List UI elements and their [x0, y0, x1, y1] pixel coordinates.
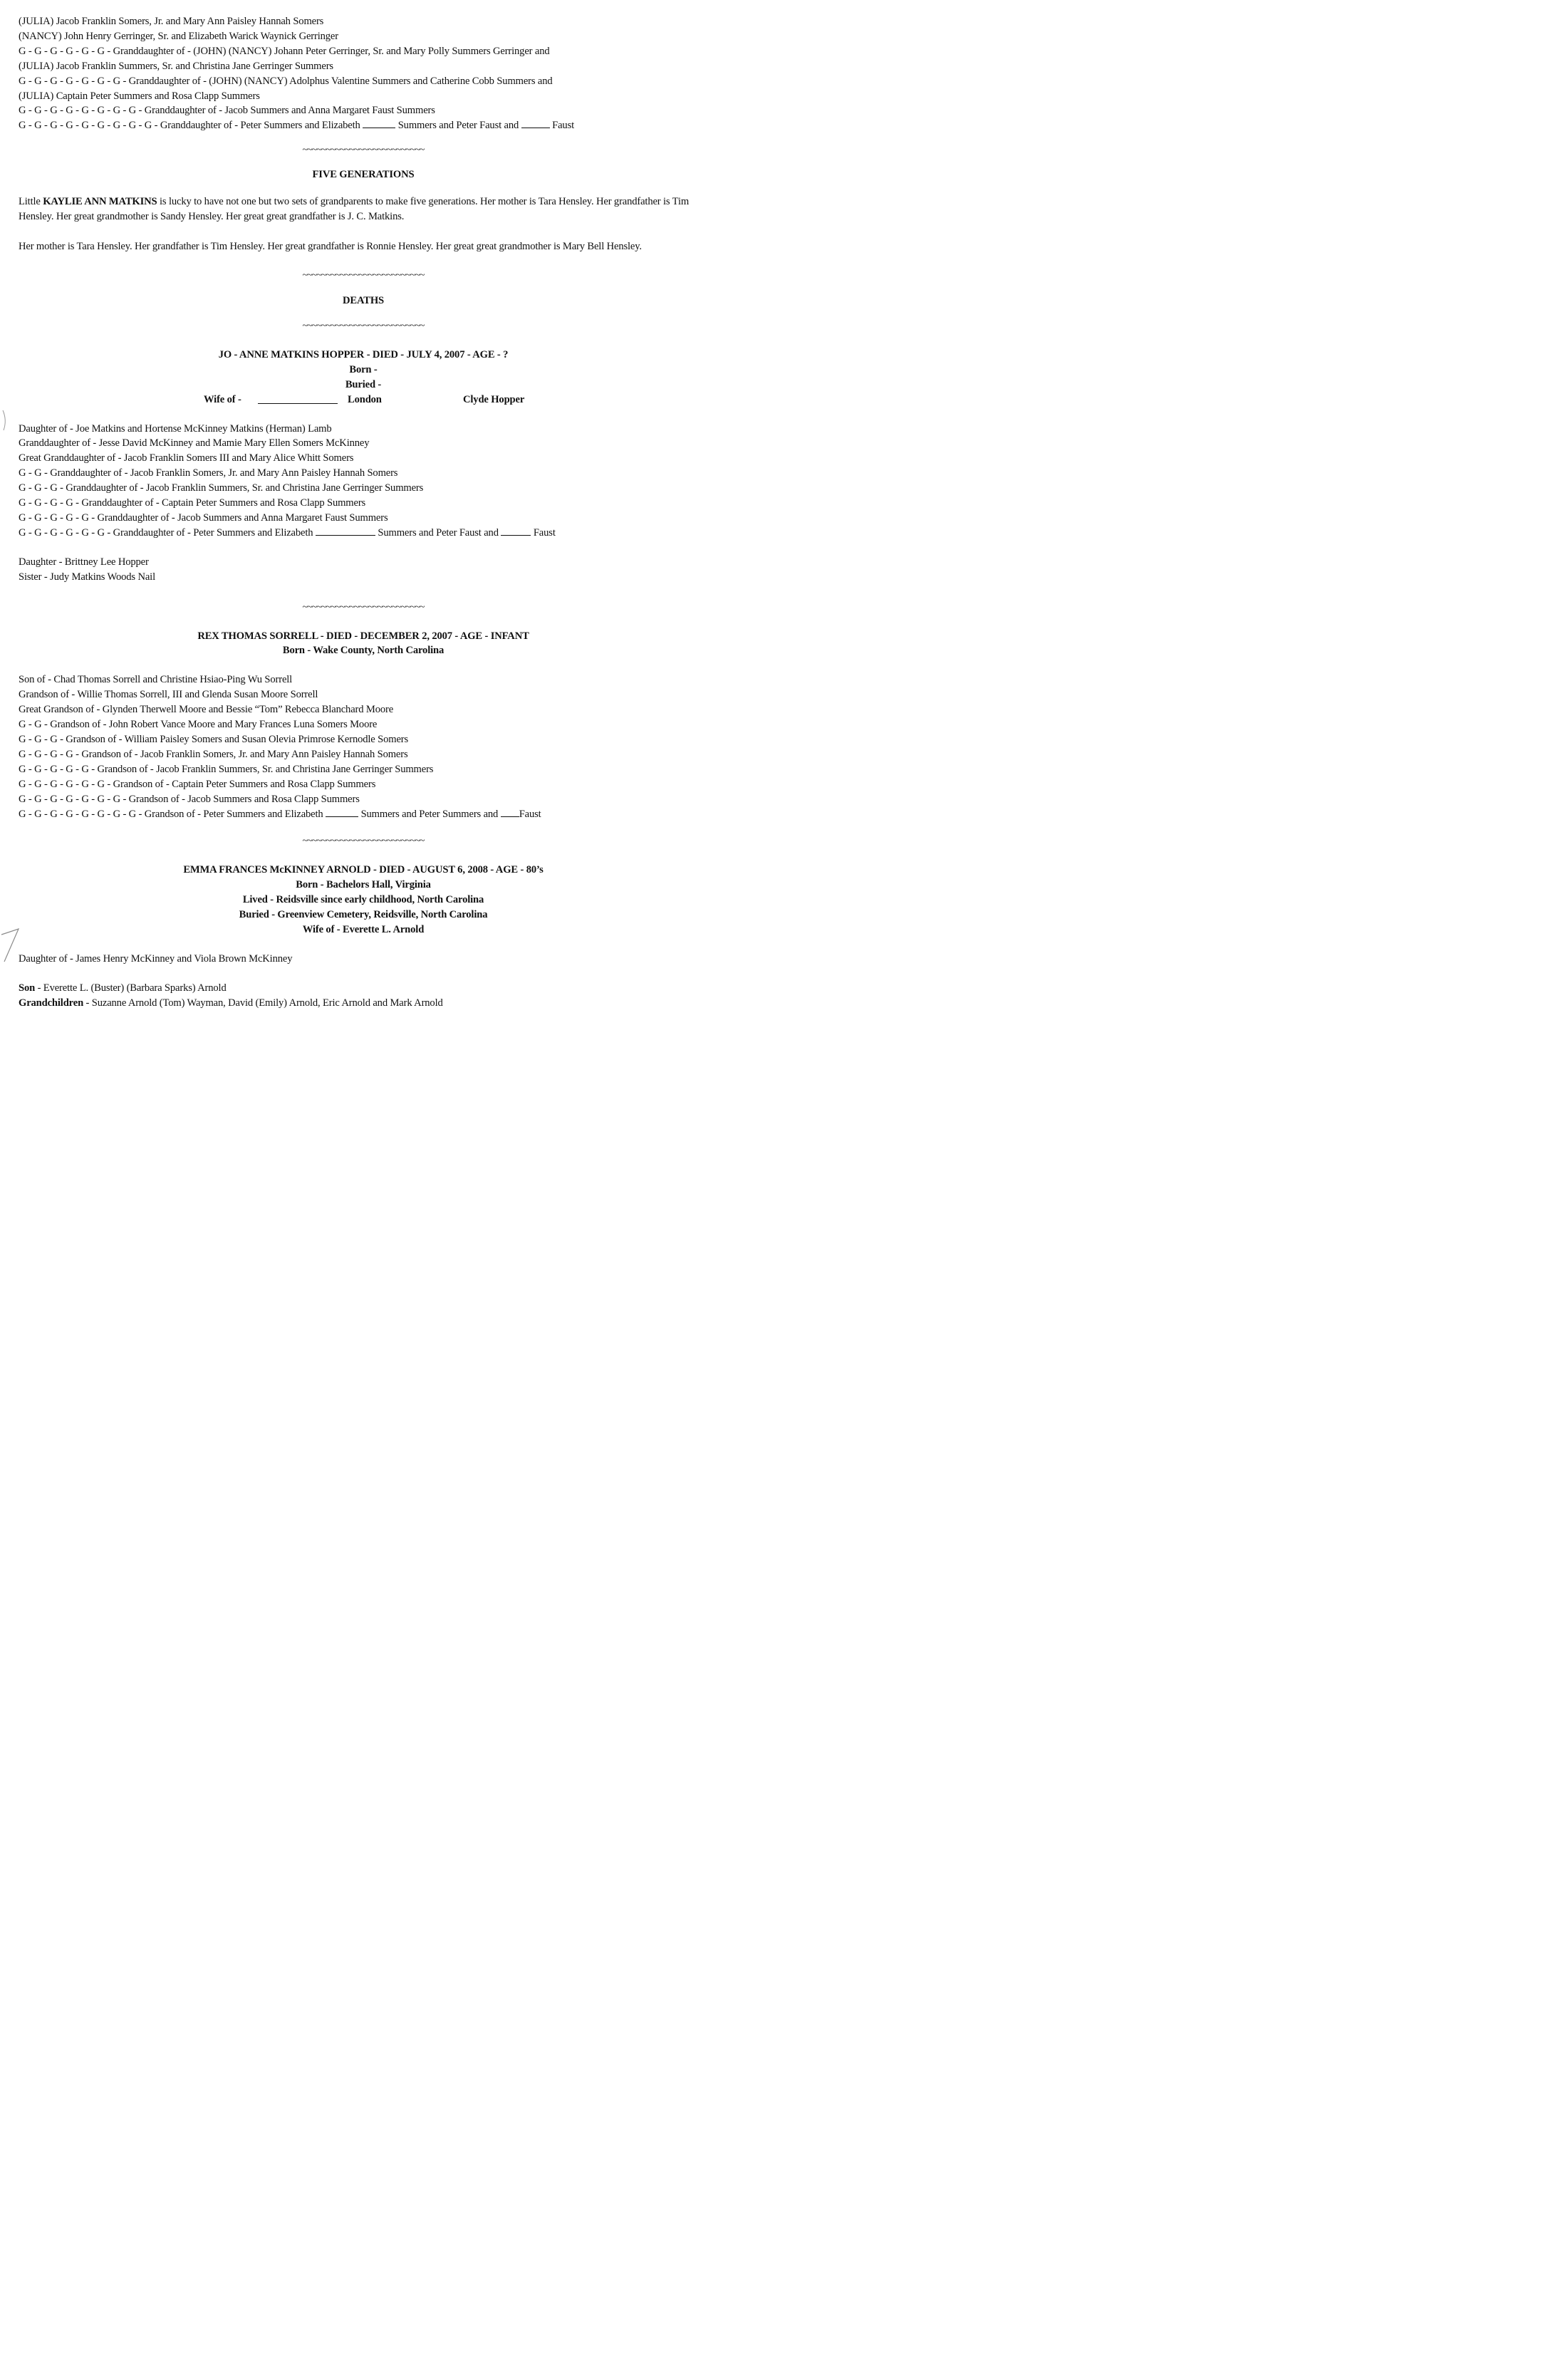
lineage-text: Summers and Peter Faust and — [378, 526, 499, 539]
buried-line: Buried - — [345, 378, 382, 390]
lineage-line: Son of - Chad Thomas Sorrell and Christine Hsiao-Ping Wu Sorrell — [19, 674, 293, 686]
lineage-text: G - G - G - G - G - G - G - G - G - Granddaughter of - Peter Summers and Elizabeth — [19, 120, 360, 132]
london-text: London — [348, 393, 382, 405]
blank-line — [258, 395, 338, 404]
lineage-line-last — [19, 807, 708, 822]
lineage-line: G - G - G - G - G - G - G - Granddaughter of - (JOHN) (NANCY) Adolphus Valentine Summers and Catherine Cobb Summers and — [19, 75, 553, 87]
lineage-text: Summers and Peter Faust and — [397, 120, 519, 132]
section-divider: ~~~~~~~~~~~~~~~~~~~~~~~~~~ — [302, 836, 425, 847]
blank-line — [501, 808, 519, 817]
lineage-line: G - G - G - G - Granddaughter of - Captain Peter Summers and Rosa Clapp Summers — [19, 497, 366, 509]
son-label: Son — [19, 982, 36, 994]
lineage-line: G - G - G - G - G - G - G - Grandson of - Jacob Summers and Rosa Clapp Summers — [19, 793, 360, 805]
obituary-title: JO - ANNE MATKINS HOPPER - DIED - JULY 4, 2007 - AGE - ? — [218, 348, 509, 360]
blank-line — [316, 526, 375, 536]
lineage-line: Grandson of - Willie Thomas Sorrell, III and Glenda Susan Moore Sorrell — [19, 689, 318, 701]
blank-line — [521, 119, 550, 128]
lineage-text: Summers and Peter Summers and — [360, 808, 499, 820]
lineage-line: G - G - G - G - G - G - Grandson of - Captain Peter Summers and Rosa Clapp Summers — [19, 778, 376, 790]
lineage-line: (JULIA) Jacob Franklin Summers, Sr. and Christina Jane Gerringer Summers — [19, 60, 333, 72]
obituary-title: EMMA FRANCES McKINNEY ARNOLD - DIED - AUGUST 6, 2008 - AGE - 80’s — [183, 864, 544, 876]
lineage-line: (JULIA) Jacob Franklin Somers, Jr. and Mary Ann Paisley Hannah Somers — [19, 16, 324, 27]
lineage-line: G - G - G - Granddaughter of - Jacob Franklin Summers, Sr. and Christina Jane Gerringer Summers — [19, 482, 424, 494]
blank-line — [501, 526, 531, 536]
daughter-of-line: Daughter of - James Henry McKinney and Viola Brown McKinney — [19, 952, 293, 965]
section-divider: ~~~~~~~~~~~~~~~~~~~~~~~~~~ — [302, 601, 425, 613]
obituary-hopper — [19, 348, 708, 585]
lineage-line: G - G - G - Grandson of - William Paisley Somers and Susan Olevia Primrose Kernodle Somers — [19, 734, 409, 745]
five-generations-paragraph-2: Her mother is Tara Hensley. Her grandfather is Tim Hensley. Her great grandfather is Ronnie Hensley. Her great great grandmother is Mary Bell Hensley. — [19, 240, 642, 252]
lineage-line: (JULIA) Captain Peter Summers and Rosa Clapp Summers — [19, 90, 260, 102]
lineage-text: G - G - G - G - G - G - G - G - Grandson of - Peter Summers and Elizabeth — [19, 808, 323, 820]
family-line: Sister - Judy Matkins Woods Nail — [19, 571, 155, 583]
grandchildren-line — [19, 996, 708, 1011]
born-line: Born - Wake County, North Carolina — [282, 645, 444, 657]
blank-line — [363, 119, 395, 128]
spouse-name: Clyde Hopper — [463, 393, 525, 405]
lineage-line: (NANCY) John Henry Gerringer, Sr. and Elizabeth Warick Waynick Gerringer — [19, 30, 338, 42]
lineage-line: G - G - Granddaughter of - Jacob Franklin Somers, Jr. and Mary Ann Paisley Hannah Somers — [19, 467, 398, 479]
lineage-line: G - G - G - G - G - Granddaughter of - Jacob Summers and Anna Margaret Faust Summers — [19, 511, 388, 524]
wife-of-line: Wife of - Everette L. Arnold — [302, 924, 425, 936]
lineage-line-last — [19, 118, 708, 133]
grandchildren-text: - Suzanne Arnold (Tom) Wayman, David (Emily) Arnold, Eric Arnold and Mark Arnold — [83, 997, 443, 1009]
lineage-line: G - G - G - G - G - Grandson of - Jacob Franklin Summers, Sr. and Christina Jane Gerringer Summers — [19, 763, 434, 775]
lineage-text: Faust — [519, 808, 541, 820]
deaths-heading: DEATHS — [342, 294, 385, 306]
lineage-line: Great Grandson of - Glynden Therwell Moore and Bessie “Tom” Rebecca Blanchard Moore — [19, 704, 394, 716]
wife-of-label: Wife of - — [204, 393, 241, 405]
grandchildren-label: Grandchildren — [19, 997, 84, 1009]
lived-line: Lived - Reidsville since early childhood, North Carolina — [242, 894, 484, 906]
five-generations-paragraph-1: Little KAYLIE ANN MATKINS is lucky to have not one but two sets of grandparents to make five generations. Her mother is Tara Hensley. Her grandfather is Tim Hensley. Her great grandmother is Sandy Hensley. Her great great grandfather is J. C. Matkins. — [19, 196, 690, 223]
son-line — [19, 981, 708, 996]
section-divider: ~~~~~~~~~~~~~~~~~~~~~~~~~~ — [302, 269, 425, 281]
obituary-arnold — [19, 863, 708, 1010]
section-divider: ~~~~~~~~~~~~~~~~~~~~~~~~~~ — [302, 320, 425, 331]
obituary-sorrell — [19, 629, 708, 822]
top-lineage — [19, 14, 708, 133]
blank-line — [326, 808, 358, 817]
buried-line: Buried - Greenview Cemetery, Reidsville, North Carolina — [239, 909, 488, 921]
wife-of-line — [19, 393, 708, 407]
lineage-line: Great Granddaughter of - Jacob Franklin Somers III and Mary Alice Whitt Somers — [19, 452, 354, 464]
child-name: KAYLIE ANN MATKINS — [43, 196, 157, 208]
section-divider: ~~~~~~~~~~~~~~~~~~~~~~~~~~ — [302, 145, 425, 156]
lineage-text: Faust — [552, 120, 575, 132]
lineage-line-last — [19, 526, 708, 541]
family-line: Daughter - Brittney Lee Hopper — [19, 556, 149, 568]
son-text: - Everette L. (Buster) (Barbara Sparks) Arnold — [35, 982, 227, 994]
lineage-text: G - G - G - G - G - G - Granddaughter of - Peter Summers and Elizabeth — [19, 526, 313, 539]
lineage-line: Daughter of - Joe Matkins and Hortense McKinney Matkins (Herman) Lamb — [19, 422, 332, 435]
document-page — [19, 14, 708, 1011]
lineage-line: G - G - Grandson of - John Robert Vance Moore and Mary Frances Luna Somers Moore — [19, 719, 378, 731]
lineage-text: Faust — [533, 526, 556, 539]
lineage-line: Granddaughter of - Jesse David McKinney and Mamie Mary Ellen Somers McKinney — [19, 437, 370, 450]
lineage-line: G - G - G - G - G - G - Granddaughter of - (JOHN) (NANCY) Johann Peter Gerringer, Sr. and Mary Polly Summers Gerringer and — [19, 45, 550, 57]
lineage-line: G - G - G - G - Grandson of - Jacob Franklin Somers, Jr. and Mary Ann Paisley Hannah Somers — [19, 748, 408, 760]
five-generations-heading: FIVE GENERATIONS — [312, 169, 415, 181]
born-line: Born - Bachelors Hall, Virginia — [296, 879, 431, 891]
obituary-title: REX THOMAS SORRELL - DIED - DECEMBER 2, 2007 - AGE - INFANT — [197, 630, 529, 642]
born-line: Born - — [349, 363, 378, 375]
lineage-line: G - G - G - G - G - G - G - G - Granddaughter of - Jacob Summers and Anna Margaret Faust Summers — [19, 105, 435, 117]
